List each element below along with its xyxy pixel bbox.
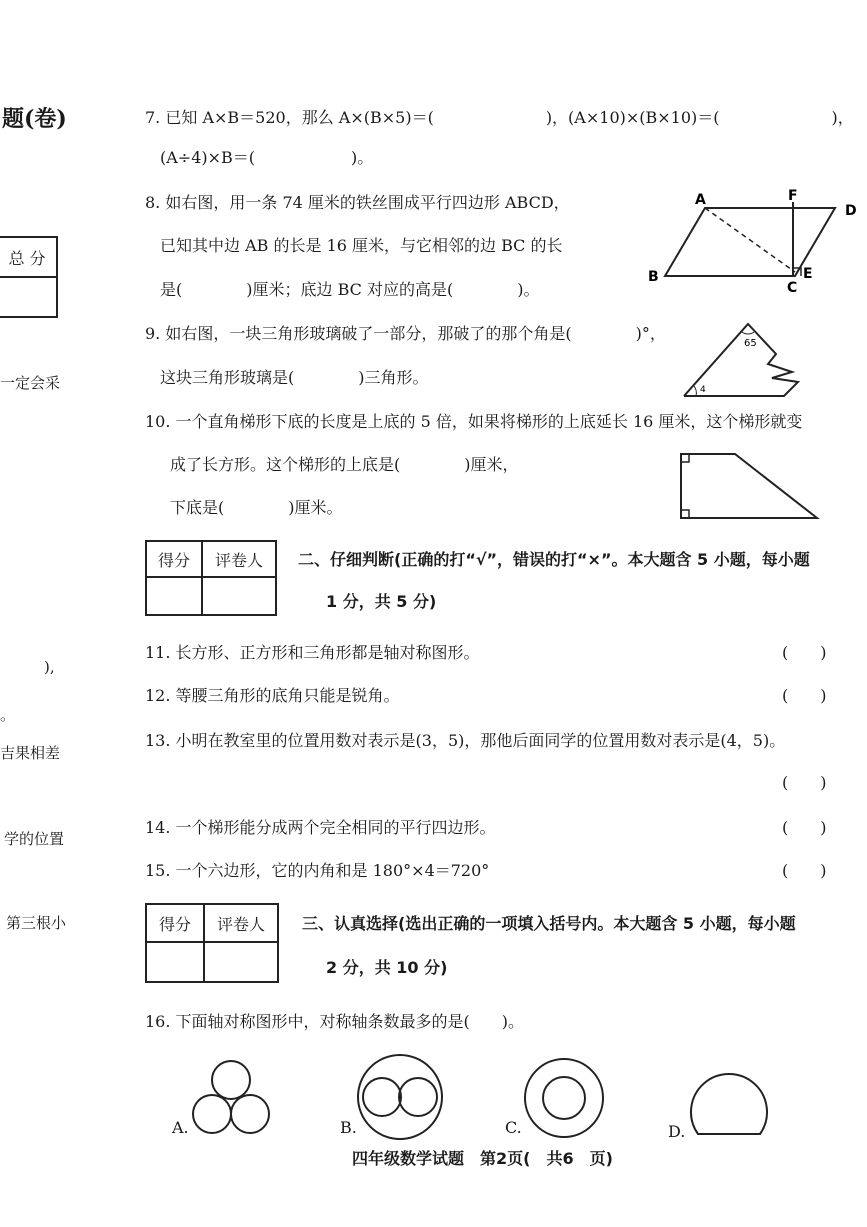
judgment-12-answer[interactable]: ( ) [782, 686, 827, 705]
q16-text: 16. 下面轴对称图形中，对称轴条数最多的是( )。 [145, 1012, 525, 1031]
outer-ring [525, 1059, 603, 1137]
option-b-label[interactable]: B. [340, 1118, 357, 1137]
section3-reviewer-label: 评卷人 [204, 904, 278, 942]
circle-bottom-right [231, 1095, 269, 1133]
right-angle-top [681, 454, 689, 462]
right-angle-bottom [681, 510, 689, 518]
angle-label-left: 4 [700, 385, 706, 395]
judgment-15-answer[interactable]: ( ) [782, 861, 827, 880]
circle-top [212, 1061, 250, 1099]
section3-score-cell[interactable] [146, 942, 204, 982]
option-c-label[interactable]: C. [505, 1118, 522, 1137]
label-f: F [788, 188, 798, 204]
option-d-circle-segment [688, 1066, 772, 1142]
total-score-label: 总 分 [0, 237, 57, 277]
label-e: E [803, 266, 813, 282]
inner-circle-left [363, 1078, 401, 1116]
margin-fragment-3: 。 [0, 706, 16, 724]
circle-segment-shape [691, 1074, 767, 1134]
q9-line1: 9. 如右图，一块三角形玻璃破了一部分，那破了的那个角是( )°， [145, 324, 666, 343]
option-b-two-circles-in-circle [355, 1052, 445, 1142]
q10-line3: 下底是( )厘米。 [170, 498, 343, 517]
angle-arc-left [694, 386, 696, 396]
parallelogram-figure [645, 188, 865, 298]
label-b: B [648, 269, 659, 285]
option-a-label[interactable]: A. [172, 1118, 189, 1137]
q10-line2: 成了长方形。这个梯形的上底是( )厘米， [170, 455, 519, 474]
label-a: A [695, 192, 706, 208]
right-trapezoid-figure [675, 448, 825, 528]
dashed-line-ae [705, 208, 795, 272]
section2-score-label: 得分 [146, 541, 202, 577]
judgment-15-text: 15. 一个六边形，它的内角和是 180°×4＝720° [145, 861, 490, 880]
section2-reviewer-cell[interactable] [202, 577, 276, 615]
section3-score-label: 得分 [146, 904, 204, 942]
section2-title-line2: 1 分，共 5 分) [326, 592, 437, 611]
section3-title-line1: 三、认真选择(选出正确的一项填入括号内。本大题含 5 小题，每小题 [302, 914, 796, 933]
total-score-box [0, 236, 58, 318]
q8-line2: 已知其中边 AB 的长是 16 厘米，与它相邻的边 BC 的长 [160, 236, 563, 255]
angle-arc-65 [742, 332, 754, 334]
judgment-11-answer[interactable]: ( ) [782, 643, 827, 662]
right-trapezoid [681, 454, 817, 518]
section2-score-cell[interactable] [146, 577, 202, 615]
judgment-14-answer[interactable]: ( ) [782, 818, 827, 837]
circle-bottom-left [193, 1095, 231, 1133]
judgment-12-text: 12. 等腰三角形的底角只能是锐角。 [145, 686, 400, 705]
section2-score-table [145, 540, 277, 616]
judgment-13-text: 13. 小明在教室里的位置用数对表示是(3，5)，那他后面同学的位置用数对表示是(4，5)。 [145, 731, 786, 750]
margin-fragment-1: 一定会采 [0, 374, 61, 392]
q7-line1: 7. 已知 A×B＝520，那么 A×(B×5)＝( )，(A×10)×(B×10)＝( )， [145, 108, 854, 127]
q7-line2: (A÷4)×B＝( )。 [160, 148, 374, 167]
section3-title-line2: 2 分，共 10 分) [326, 958, 448, 977]
label-d: D [845, 203, 857, 219]
broken-triangle-figure [680, 320, 810, 400]
section2-reviewer-label: 评卷人 [202, 541, 276, 577]
inner-circle-right [399, 1078, 437, 1116]
q8-line3: 是( )厘米；底边 BC 对应的高是( )。 [160, 280, 540, 299]
section3-score-table [145, 903, 279, 983]
inner-ring [543, 1077, 585, 1119]
judgment-13-answer[interactable]: ( ) [782, 773, 827, 792]
option-d-label[interactable]: D. [668, 1122, 686, 1141]
judgment-14-text: 14. 一个梯形能分成两个完全相同的平行四边形。 [145, 818, 496, 837]
option-c-concentric-circles [522, 1056, 606, 1140]
margin-fragment-6: 第三根小 [6, 914, 67, 932]
margin-fragment-2: ), [44, 658, 55, 676]
q10-line1: 10. 一个直角梯形下底的长度是上底的 5 倍，如果将梯形的上底延长 16 厘米，这个梯形就变 [145, 412, 803, 431]
margin-fragment-4: 吉果相差 [0, 744, 61, 762]
section3-reviewer-cell[interactable] [204, 942, 278, 982]
margin-title-fragment: 题(卷) [2, 106, 67, 132]
option-a-three-circles [190, 1058, 274, 1138]
q9-line2: 这块三角形玻璃是( )三角形。 [160, 368, 429, 387]
section2-title-line1: 二、仔细判断(正确的打“√”，错误的打“×”。本大题含 5 小题，每小题 [298, 550, 810, 569]
judgment-11-text: 11. 长方形、正方形和三角形都是轴对称图形。 [145, 643, 480, 662]
label-c: C [787, 280, 798, 296]
page-footer: 四年级数学试题 第2页( 共6 页) [352, 1149, 613, 1168]
total-score-cell[interactable] [0, 277, 57, 317]
q8-line1: 8. 如右图，用一条 74 厘米的铁丝围成平行四边形 ABCD， [145, 193, 570, 212]
margin-fragment-5: 学的位置 [4, 830, 65, 848]
angle-label-65: 65 [744, 338, 757, 349]
